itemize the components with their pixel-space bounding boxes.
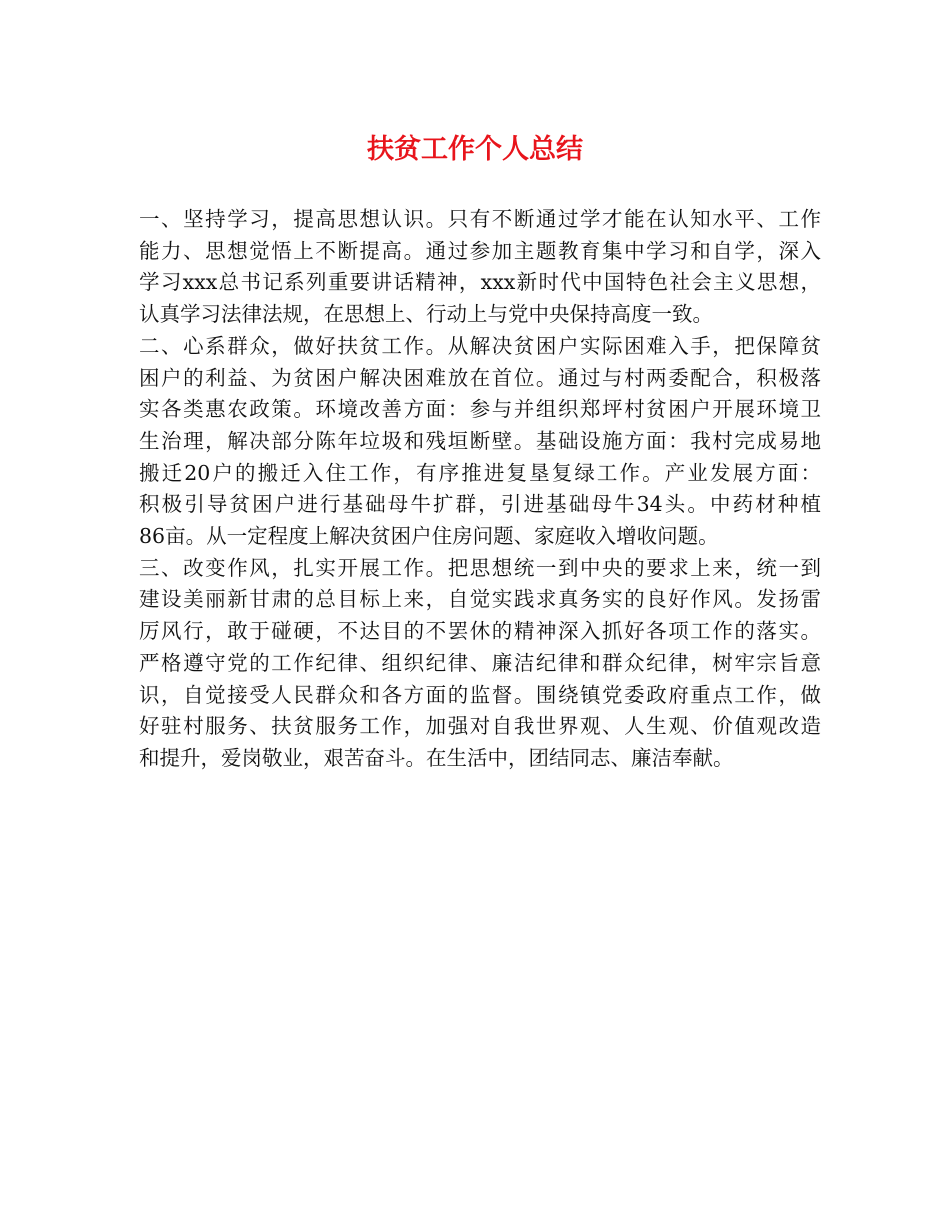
body-line-18: 和提升，爱岗敬业，艰苦奋斗。在生活中，团结同志、廉洁奉献。 xyxy=(139,745,734,770)
body-line-10: 积极引导贫困户进行基础母牛扩群，引进基础母牛34头。中药材种植 xyxy=(139,492,821,517)
body-line-12: 三、改变作风，扎实开展工作。把思想统一到中央的要求上来，统一到 xyxy=(139,555,821,580)
body-line-17: 好驻村服务、扶贫服务工作，加强对自我世界观、人生观、价值观改造 xyxy=(139,714,821,739)
body-line-2: 能力、思想觉悟上不断提高。通过参加主题教育集中学习和自学，深入 xyxy=(139,238,821,263)
body-line-4: 认真学习法律法规，在思想上、行动上与党中央保持高度一致。 xyxy=(139,302,713,327)
body-line-6: 困户的利益、为贫困户解决困难放在首位。通过与村两委配合，积极落 xyxy=(139,365,821,390)
body-line-9: 搬迁20户的搬迁入住工作，有序推进复垦复绿工作。产业发展方面： xyxy=(139,460,821,485)
document-title: 扶贫工作个人总结 xyxy=(367,134,583,165)
document-body xyxy=(139,204,821,775)
body-line-15: 严格遵守党的工作纪律、组织纪律、廉洁纪律和群众纪律，树牢宗旨意 xyxy=(139,650,821,675)
body-line-5: 二、心系群众，做好扶贫工作。从解决贫困户实际困难入手，把保障贫 xyxy=(139,333,821,358)
body-line-16: 识，自觉接受人民群众和各方面的监督。围绕镇党委政府重点工作，做 xyxy=(139,682,821,707)
body-line-11: 86亩。从一定程度上解决贫困户住房问题、家庭收入增收问题。 xyxy=(139,524,719,549)
body-line-8: 生治理，解决部分陈年垃圾和残垣断壁。基础设施方面：我村完成易地 xyxy=(139,428,821,453)
body-line-13: 建设美丽新甘肃的总目标上来，自觉实践求真务实的良好作风。发扬雷 xyxy=(139,587,821,612)
body-line-1: 一、坚持学习，提高思想认识。只有不断通过学才能在认知水平、工作 xyxy=(139,207,821,231)
body-line-14: 厉风行，敢于碰硬，不达目的不罢休的精神深入抓好各项工作的落实。 xyxy=(139,619,821,644)
body-line-3: 学习xxx总书记系列重要讲话精神，xxx新时代中国特色社会主义思想， xyxy=(139,270,821,295)
body-line-7: 实各类惠农政策。环境改善方面：参与并组织郑坪村贫困户开展环境卫 xyxy=(139,397,821,422)
